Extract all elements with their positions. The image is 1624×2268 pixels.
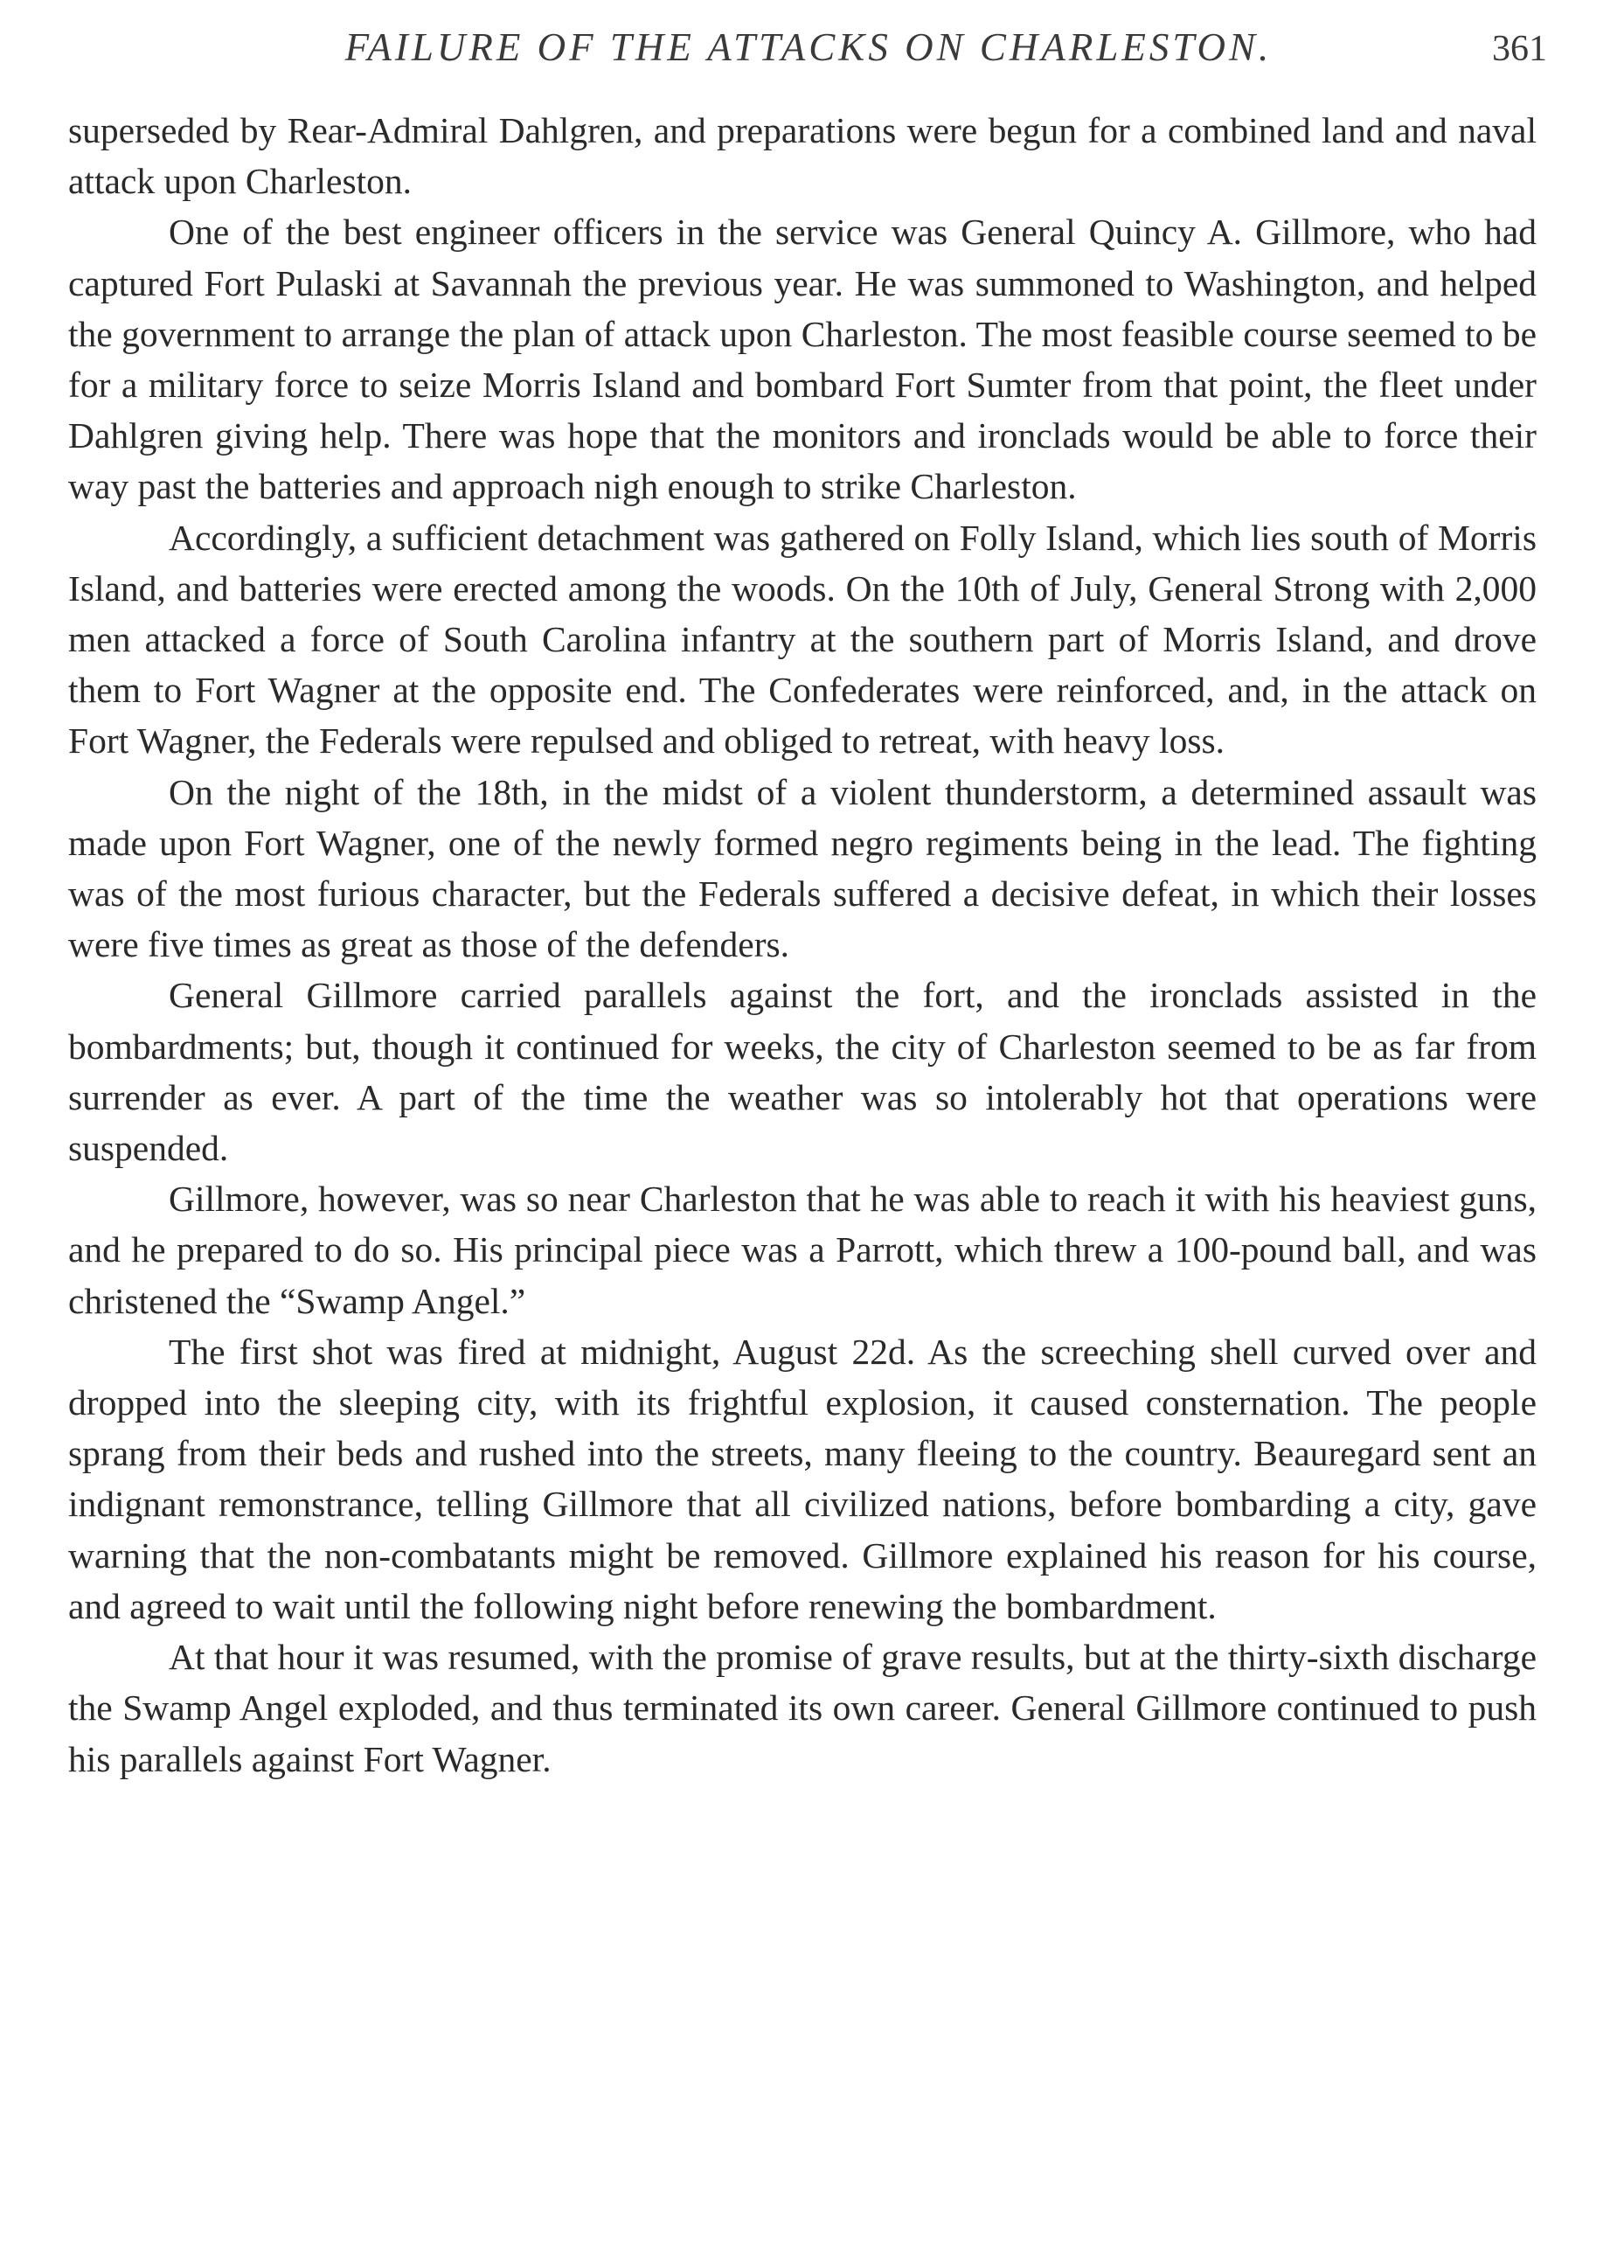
- paragraph: General Gillmore carried parallels against the fort, and the ironclads assisted in the bombardments; but, though it continued for weeks, the city of Charleston seemed to be as far from surrender as ever. A part of the time the weather was so intolerably hot that operations were suspended.: [68, 975, 1537, 1169]
- running-title: FAILURE OF THE ATTACKS ON CHARLESTON.: [344, 25, 1273, 69]
- paragraph-continued: superseded by Rear-Admiral Dahlgren, and preparations were begun for a combined land and naval attack upon Charleston.: [68, 110, 1537, 202]
- body-text: [68, 105, 1537, 1784]
- paragraph: On the night of the 18th, in the midst of a violent thunderstorm, a determined assault was made upon Fort Wagner, one of the newly formed negro regiments being in the lead. The fighting was of the most furious character, but the Federals suffered a decisive defeat, in which their losses were five times as great as those of the defenders.: [68, 771, 1537, 965]
- page-number: 361: [1492, 29, 1547, 69]
- paragraph: The first shot was fired at midnight, August 22d. As the screeching shell curved over and dropped into the sleeping city, with its frightful explosion, it caused consternation. The people sprang from their beds and rushed into the streets, many fleeing to the country. Beauregard sent an indignant remonstrance, telling Gillmore that all civilized nations, before bombarding a city, gave warning that the non-combatants might be removed. Gillmore explained his reason for his course, and agreed to wait until the following night before renewing the bombardment.: [68, 1331, 1537, 1626]
- paragraph: Accordingly, a sufficient detachment was gathered on Folly Island, which lies south of Morris Island, and batteries were erected among the woods. On the 10th of July, General Strong with 2,000 men attacked a force of South Carolina infantry at the southern part of Morris Island, and drove them to Fort Wagner at the opposite end. The Confederates were reinforced, and, in the attack on Fort Wagner, the Federals were repulsed and obliged to retreat, with heavy loss.: [68, 517, 1537, 762]
- running-head: [70, 24, 1547, 86]
- paragraph: At that hour it was resumed, with the promise of grave results, but at the thirty-sixth discharge the Swamp Angel exploded, and thus terminated its own career. General Gillmore continued to push his parallels against Fort Wagner.: [68, 1637, 1537, 1779]
- paragraph: Gillmore, however, was so near Charleston that he was able to reach it with his heaviest guns, and he prepared to do so. His principal piece was a Parrott, which threw a 100-pound ball, and was christened the “Swamp Angel.”: [68, 1179, 1537, 1321]
- paragraph: One of the best engineer officers in the service was General Quincy A. Gillmore, who had captured Fort Pulaski at Savannah the previous year. He was summoned to Washington, and helped the government to arrange the plan of attack upon Charleston. The most feasible course seemed to be for a military force to seize Morris Island and bombard Fort Sumter from that point, the fleet under Dahlgren giving help. There was hope that the monitors and ironclads would be able to force their way past the batteries and approach nigh enough to strike Charleston.: [68, 212, 1537, 507]
